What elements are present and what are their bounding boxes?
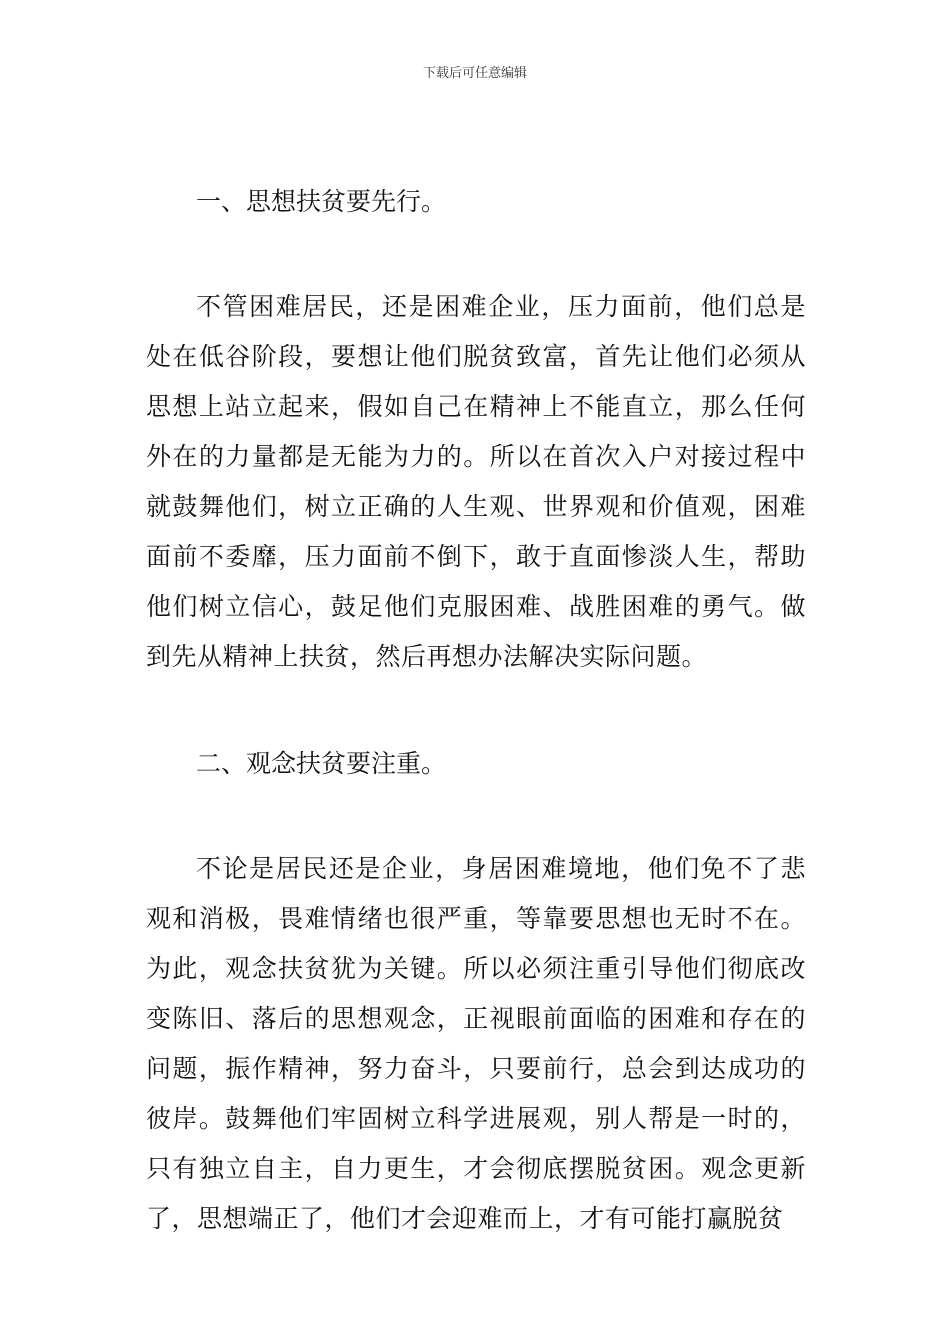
section-1-paragraph: 不管困难居民，还是困难企业，压力面前，他们总是处在低谷阶段，要想让他们脱贫致富，首先让他们必须从思想上站立起来，假如自己在精神上不能直立，那么任何外在的力量都是无能为力的。所以在首次入户对接过程中就鼓舞他们，树立正确的人生观、世界观和价值观，困难面前不委靡，压力面前不倒下，敢于直面惨淡人生，帮助他们树立信心，鼓足他们克服困难、战胜困难的勇气。做到先从精神上扶贫，然后再想办法解决实际问题。 (146, 292, 806, 671)
section-1-heading: 一、思想扶贫要先行。 (196, 187, 447, 216)
spacer (146, 682, 806, 739)
spacer (146, 227, 806, 282)
document-body (146, 177, 806, 1244)
header-note: 下载后可任意编辑 (422, 66, 527, 81)
section-2-paragraph: 不论是居民还是企业，身居困难境地，他们免不了悲观和消极，畏难情绪也很严重，等靠要思想也无时不在。为此，观念扶贫犹为关键。所以必须注重引导他们彻底改变陈旧、落后的思想观念，正视眼前面临的困难和存在的问题，振作精神，努力奋斗，只要前行，总会到达成功的彼岸。鼓舞他们牢固树立科学进展观，别人帮是一时的，只有独立自主，自力更生，才会彻底摆脱贫困。观念更新了，思想端正了，他们才会迎难而上，才有可能打赢脱贫 (146, 854, 806, 1233)
spacer (146, 789, 806, 844)
section-2-heading: 二、观念扶贫要注重。 (196, 749, 447, 778)
